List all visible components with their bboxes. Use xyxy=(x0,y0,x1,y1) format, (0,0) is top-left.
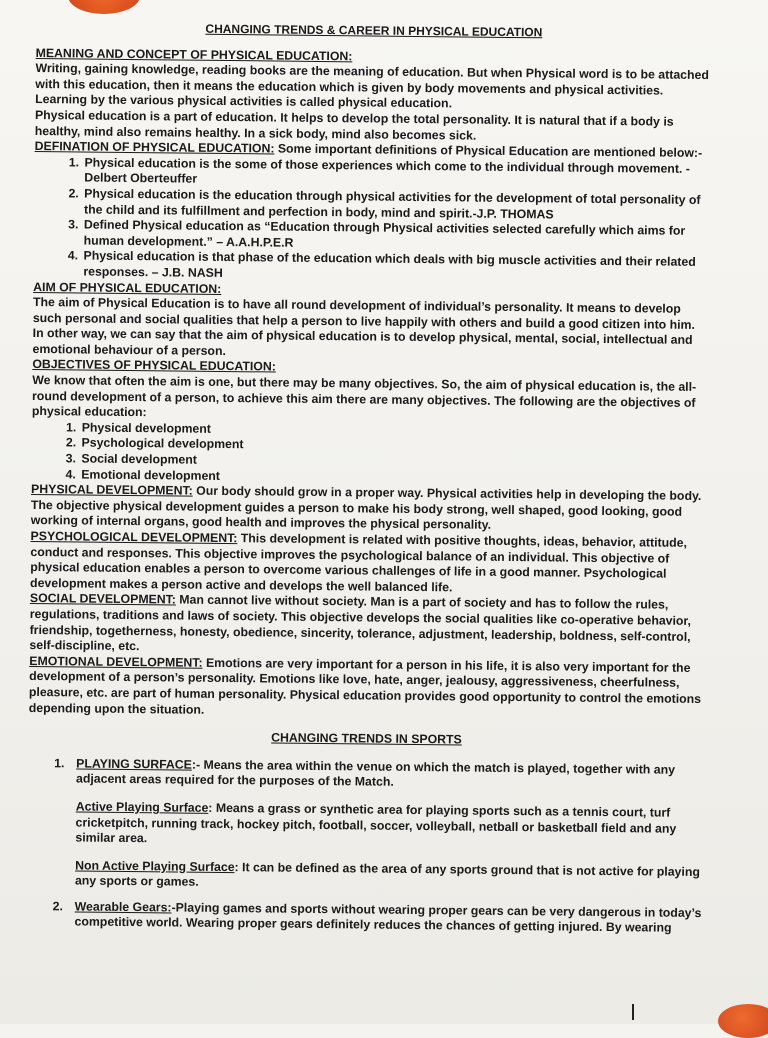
definition-intro: Some important definitions of Physical Education are mentioned below:- xyxy=(274,141,703,161)
playing-surface-paragraph xyxy=(76,756,704,794)
non-active-surface-paragraph xyxy=(75,858,703,896)
playing-surface-heading: PLAYING SURFACE xyxy=(76,756,192,772)
list-item: 3. Defined Physical education as “Education through Physical activities selected carefully which aims for human development.” – A.A.H.P.E.R xyxy=(82,218,710,256)
emotional-development-heading: EMOTIONAL DEVELOPMENT: xyxy=(29,653,203,670)
active-surface-text: : Means a grass or synthetic area for playing sports such as a tennis court, turf cricketpitch, running track, hockey pitch, football, soccer, volleyball, netball or basketball field and any similar area. xyxy=(75,800,677,846)
pen-mark xyxy=(632,1004,634,1020)
psychological-development-heading: PSYCHOLOGICAL DEVELOPMENT: xyxy=(30,528,238,546)
emotional-development-paragraph xyxy=(29,654,706,723)
trends-heading: CHANGING TRENDS IN SPORTS xyxy=(271,730,462,747)
wearable-gears-heading: Wearable Gears: xyxy=(74,899,172,915)
non-active-surface-heading: Non Active Playing Surface xyxy=(75,858,235,874)
list-item: 1. Physical education is the some of those experiences which come to the individual through movement. - Delbert Oberteuffer xyxy=(82,155,710,193)
objectives-section xyxy=(31,357,708,489)
physical-development-text: Our body should grow in a proper way. Physical activities help in developing the body. The objective physical development guides a person to make his body strong, well shaped, good looking, good working of internal organs, good health and improves the physical personality. xyxy=(30,483,702,533)
objectives-heading: OBJECTIVES OF PHYSICAL EDUCATION: xyxy=(32,357,276,374)
social-development-heading: SOCIAL DEVELOPMENT: xyxy=(29,591,176,607)
document-page xyxy=(26,20,712,947)
orange-smudge xyxy=(718,1004,768,1038)
non-active-surface-text: : It can be defined as the area of any sports ground that is not active for playing any sports or games. xyxy=(74,859,700,890)
definition-list xyxy=(33,155,710,287)
list-item: 3. Social development xyxy=(79,452,707,474)
emotional-development-text: Emotions are very important for a person in his life, it is also very important for the development of a person’s personality. Emotions like love, hate, anger, jealousy, aggressiveness, cheerfulness, pleasure, etc. are part of human personality. Physical education provides good opportunity to control the emotions depending upon the situation. xyxy=(28,655,702,717)
playing-surface-text: :- Means the area within the venue on which the match is played, together with any adjacent areas required for the purposes of the Match. xyxy=(75,757,676,790)
meaning-section xyxy=(35,46,712,147)
list-item: 2. Physical education is the education through physical activities for the development of total personality of the child and its fulfillment and perfection in body, mind and spirit.-J.P. THOMAS xyxy=(82,186,710,224)
list-item: 4. Emotional development xyxy=(79,467,707,489)
social-development-text: Man cannot live without society. Man is a part of society and has to follow the rules, regulations, traditions and laws of society. This objective develops the social qualities like co-operative behavior, friendship, togetherness, honesty, obedience, sincerity, tolerance, adjustment, leadership, boldness, self-control, self-discipline, etc. xyxy=(29,592,692,654)
meaning-heading: MEANING AND CONCEPT OF PHYSICAL EDUCATION: xyxy=(35,45,353,63)
definition-heading: DEFINATION OF PHYSICAL EDUCATION: xyxy=(34,139,275,156)
trend-item-wearable-gears xyxy=(26,899,702,937)
social-development-paragraph xyxy=(29,591,706,660)
objectives-list xyxy=(31,420,708,489)
active-surface-heading: Active Playing Surface xyxy=(75,799,209,815)
physical-development-paragraph xyxy=(31,482,707,536)
trend-number: 1. xyxy=(54,755,65,771)
meaning-paragraph-1: Writing, gaining knowledge, reading books are the meaning of education. But when Physical word is to be attached with this education, then it means the education which is given by body movements and physical activities. Learning by the various physical activities is called physical education. xyxy=(35,61,710,111)
psychological-development-text: This development is related with positive thoughts, ideas, behavior, attitude, conduct and responses. This objective improves the psychological balance of an individual. This objective of physical education enables a person to overcome various challenges of life in a good manner. Psychological development makes a person active and develops the well balanced life. xyxy=(30,531,688,595)
active-surface-paragraph xyxy=(75,799,703,852)
aim-heading: AIM OF PHYSICAL EDUCATION: xyxy=(33,279,222,296)
orange-smudge xyxy=(68,0,140,14)
list-item: 4. Physical education is that phase of the education which deals with big muscle activities and their related responses. – J.B. NASH xyxy=(81,249,709,287)
list-item: 2. Psychological development xyxy=(79,436,707,458)
objectives-paragraph: We know that often the aim is one, but there may be many objectives. So, the aim of physical education is, the all-round development of a person, to achieve this aim there are many objectives. The following are the objectives of physical education: xyxy=(31,373,697,420)
page-title: CHANGING TRENDS & CAREER IN PHYSICAL EDUCATION xyxy=(205,21,543,40)
trend-item-playing-surface xyxy=(27,756,704,896)
trend-number: 2. xyxy=(52,899,64,914)
list-item: 1. Physical development xyxy=(80,420,708,442)
wearable-gears-paragraph xyxy=(74,899,702,937)
aim-paragraph: The aim of Physical Education is to have all round development of individual’s personality. It means to develop such personal and social qualities that help a person to live happily with others and build a good citizen into him. In other way, we can say that the aim of physical education is to develop physical, mental, social, intellectual and emotional behaviour of a person. xyxy=(32,295,695,358)
aim-section xyxy=(32,279,709,364)
physical-development-heading: PHYSICAL DEVELOPMENT: xyxy=(31,482,193,498)
psychological-development-paragraph xyxy=(30,529,707,598)
definition-section xyxy=(33,139,710,286)
wearable-gears-text: -Playing games and sports without wearing proper gears can be very dangerous in today’s competitive world. Wearing proper gears definitely reduces the chances of getting injured. By wearing xyxy=(74,900,702,936)
meaning-paragraph-2: Physical education is a part of education. It helps to develop the total personality. It is natural that if a body is healthy, mind also remains healthy. In a sick body, mind also becomes sick. xyxy=(34,107,674,143)
